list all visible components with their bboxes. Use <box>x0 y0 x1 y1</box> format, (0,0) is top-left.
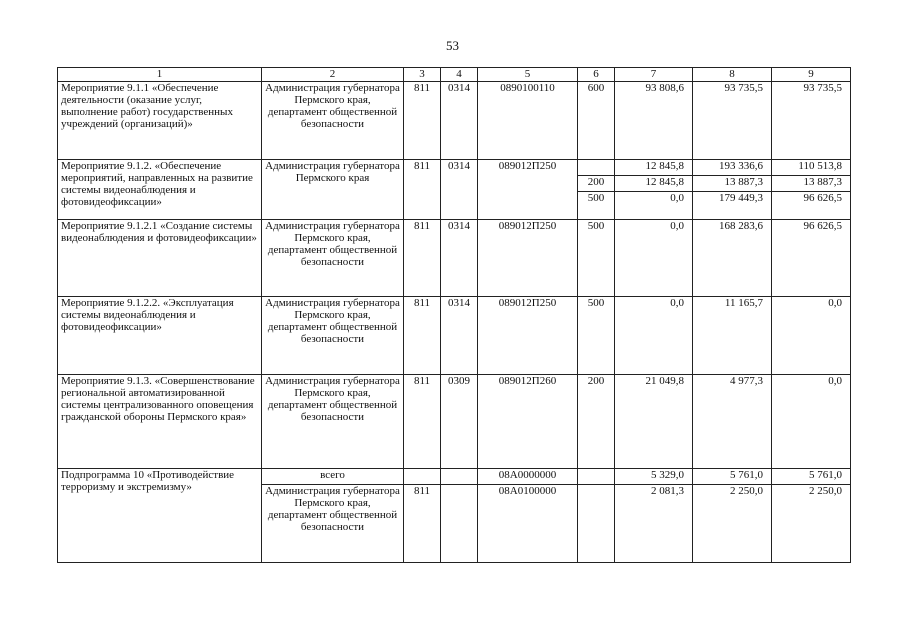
amount-year2: 11 165,7 <box>693 297 772 375</box>
amount-year3: 96 626,5 <box>772 192 851 220</box>
section-code: 0309 <box>441 375 478 469</box>
table-row <box>58 160 851 176</box>
amount-year2: 4 977,3 <box>693 375 772 469</box>
responsible-executor: Администрация губернатора Пермского края <box>262 160 404 220</box>
amount-year1: 12 845,8 <box>615 160 693 176</box>
amount-year2: 5 761,0 <box>693 469 772 485</box>
target-code: 0890100110 <box>478 82 578 160</box>
activity-name: Мероприятие 9.1.1 «Обеспечение деятельности (оказание услуг, выполнение работ) государственных учреждений (организаций)» <box>58 82 262 160</box>
table-row <box>58 469 851 485</box>
section-code: 0314 <box>441 160 478 220</box>
admin-code: 811 <box>404 485 441 563</box>
amount-year1: 12 845,8 <box>615 176 693 192</box>
budget-table <box>57 67 851 563</box>
expense-type: 600 <box>578 82 615 160</box>
responsible-executor: Администрация губернатора Пермского края, департамент общественной безопасности <box>262 220 404 297</box>
activity-name: Мероприятие 9.1.3. «Совершенствование региональной автоматизированной системы централизованного оповещения гражданской обороны Пермского края» <box>58 375 262 469</box>
target-code: 089012П250 <box>478 220 578 297</box>
amount-year3: 0,0 <box>772 375 851 469</box>
amount-year2: 168 283,6 <box>693 220 772 297</box>
amount-year2: 2 250,0 <box>693 485 772 563</box>
admin-code: 811 <box>404 297 441 375</box>
activity-name: Мероприятие 9.1.2.2. «Эксплуатация системы видеонаблюдения и фотовидеофиксации» <box>58 297 262 375</box>
expense-type: 500 <box>578 297 615 375</box>
header-row <box>58 68 851 82</box>
section-code <box>441 469 478 485</box>
responsible-executor: Администрация губернатора Пермского края, департамент общественной безопасности <box>262 485 404 563</box>
amount-year3: 13 887,3 <box>772 176 851 192</box>
admin-code: 811 <box>404 375 441 469</box>
section-code <box>441 485 478 563</box>
amount-year2: 13 887,3 <box>693 176 772 192</box>
header-cell: 8 <box>693 68 772 82</box>
subprogram-name: Подпрограмма 10 «Противодействие терроризму и экстремизму» <box>58 469 262 563</box>
activity-name: Мероприятие 9.1.2. «Обеспечение мероприятий, направленных на развитие системы видеонаблюдения и фотовидеофиксации» <box>58 160 262 220</box>
activity-name: Мероприятие 9.1.2.1 «Создание системы видеонаблюдения и фотовидеофиксации» <box>58 220 262 297</box>
amount-year2: 93 735,5 <box>693 82 772 160</box>
amount-year3: 0,0 <box>772 297 851 375</box>
target-code: 089012П250 <box>478 160 578 220</box>
admin-code: 811 <box>404 160 441 220</box>
amount-year2: 179 449,3 <box>693 192 772 220</box>
amount-year1: 93 808,6 <box>615 82 693 160</box>
admin-code: 811 <box>404 220 441 297</box>
responsible-executor: всего <box>262 469 404 485</box>
table-row <box>58 375 851 469</box>
amount-year1: 0,0 <box>615 297 693 375</box>
expense-type: 500 <box>578 192 615 220</box>
responsible-executor: Администрация губернатора Пермского края, департамент общественной безопасности <box>262 82 404 160</box>
target-code: 08А0000000 <box>478 469 578 485</box>
admin-code: 811 <box>404 82 441 160</box>
header-cell: 2 <box>262 68 404 82</box>
amount-year1: 2 081,3 <box>615 485 693 563</box>
header-cell: 9 <box>772 68 851 82</box>
section-code: 0314 <box>441 220 478 297</box>
expense-type <box>578 160 615 176</box>
header-cell: 6 <box>578 68 615 82</box>
amount-year1: 0,0 <box>615 192 693 220</box>
target-code: 089012П260 <box>478 375 578 469</box>
amount-year3: 2 250,0 <box>772 485 851 563</box>
header-cell: 1 <box>58 68 262 82</box>
section-code: 0314 <box>441 297 478 375</box>
expense-type: 200 <box>578 176 615 192</box>
admin-code <box>404 469 441 485</box>
header-cell: 3 <box>404 68 441 82</box>
table-row <box>58 297 851 375</box>
amount-year3: 93 735,5 <box>772 82 851 160</box>
amount-year3: 5 761,0 <box>772 469 851 485</box>
header-cell: 4 <box>441 68 478 82</box>
header-cell: 5 <box>478 68 578 82</box>
section-code: 0314 <box>441 82 478 160</box>
target-code: 089012П250 <box>478 297 578 375</box>
amount-year3: 96 626,5 <box>772 220 851 297</box>
expense-type: 500 <box>578 220 615 297</box>
table-row <box>58 82 851 160</box>
amount-year2: 193 336,6 <box>693 160 772 176</box>
amount-year1: 0,0 <box>615 220 693 297</box>
header-cell: 7 <box>615 68 693 82</box>
amount-year1: 21 049,8 <box>615 375 693 469</box>
expense-type <box>578 485 615 563</box>
expense-type: 200 <box>578 375 615 469</box>
target-code: 08А0100000 <box>478 485 578 563</box>
amount-year1: 5 329,0 <box>615 469 693 485</box>
amount-year3: 110 513,8 <box>772 160 851 176</box>
page-number: 53 <box>446 38 459 53</box>
responsible-executor: Администрация губернатора Пермского края, департамент общественной безопасности <box>262 297 404 375</box>
expense-type <box>578 469 615 485</box>
table-row <box>58 220 851 297</box>
responsible-executor: Администрация губернатора Пермского края, департамент общественной безопасности <box>262 375 404 469</box>
